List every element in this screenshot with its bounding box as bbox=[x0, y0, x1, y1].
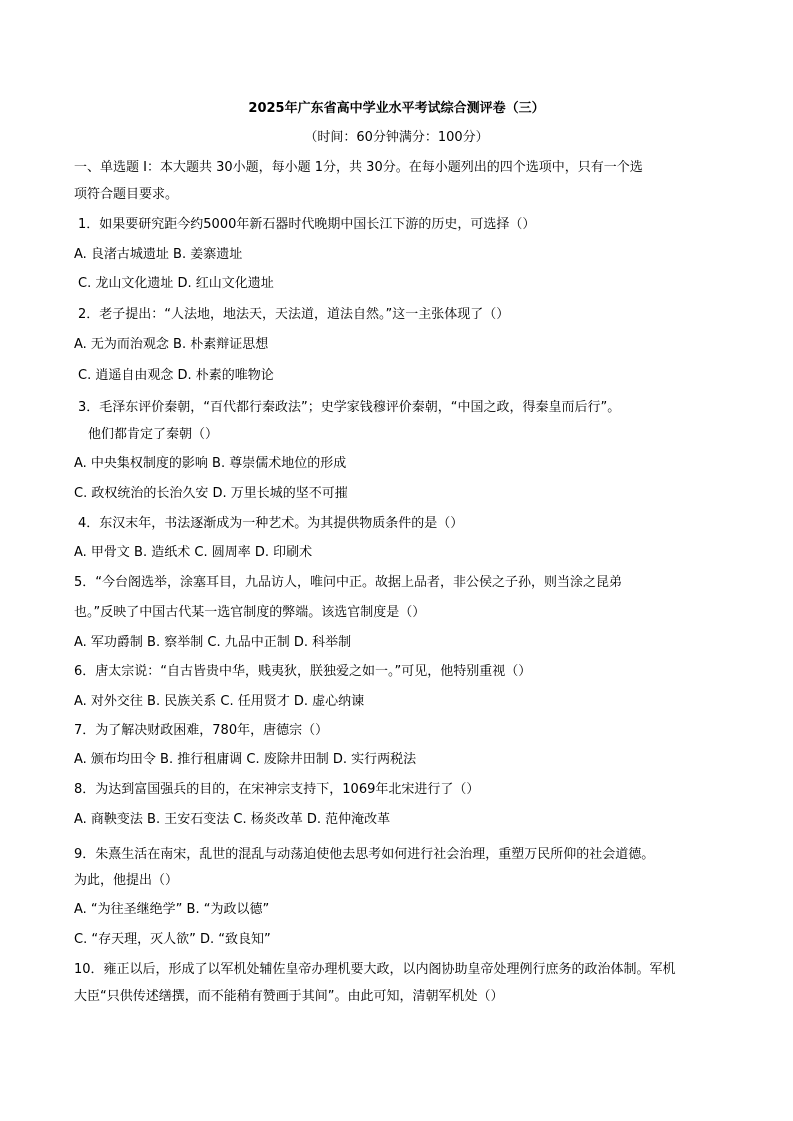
question-5-stem-line-2: 也。”反映了中国古代某一选官制度的弊端。该选官制度是（） bbox=[74, 605, 426, 620]
question-8-options-line-1: A. 商鞅变法 B. 王安石变法 C. 杨炎改革 D. 范仲淹改革 bbox=[74, 812, 391, 827]
question-4-options-line-1: A. 甲骨文 B. 造纸术 C. 圆周率 D. 印刷术 bbox=[74, 545, 313, 560]
question-3-stem-line-2: 他们都肯定了秦朝（） bbox=[88, 427, 219, 442]
question-3-stem-line-1: 3．毛泽东评价秦朝，“百代都行秦政法”；史学家钱穆评价秦朝，“中国之政，得秦皇而后行”。 bbox=[78, 400, 621, 415]
question-7-stem-line-1: 7．为了解决财政困难，780年，唐德宗（） bbox=[74, 723, 329, 738]
question-1-stem-line-1: 1．如果要研究距今约5000年新石器时代晚期中国长江下游的历史，可选择（） bbox=[78, 217, 536, 232]
question-5-options-line-1: A. 军功爵制 B. 察举制 C. 九品中正制 D. 科举制 bbox=[74, 635, 352, 650]
page-subtitle: （时间：60分钟满分：100分） bbox=[304, 130, 489, 145]
question-9-stem-line-2: 为此，他提出（） bbox=[74, 873, 179, 888]
question-2-stem-line-1: 2．老子提出：“人法地，地法天，天法道，道法自然。”这一主张体现了（） bbox=[78, 307, 510, 322]
question-10-stem-line-2: 大臣“只供传述缮撰，而不能稍有赞画于其间”。由此可知，清朝军机处（） bbox=[74, 989, 504, 1004]
question-6-stem-line-1: 6．唐太宗说：“自古皆贵中华，贱夷狄，朕独爱之如一。”可见，他特别重视（） bbox=[74, 664, 532, 679]
question-3-options-line-2: C. 政权统治的长治久安 D. 万里长城的坚不可摧 bbox=[74, 486, 348, 501]
question-1-options-line-2: C. 龙山文化遗址 D. 红山文化遗址 bbox=[78, 276, 274, 291]
page-title: 2025年广东省高中学业水平考试综合测评卷（三） bbox=[248, 101, 545, 116]
question-6-options-line-1: A. 对外交往 B. 民族关系 C. 任用贤才 D. 虚心纳谏 bbox=[74, 694, 365, 709]
question-3-options-line-1: A. 中央集权制度的影响 B. 尊崇儒术地位的形成 bbox=[74, 456, 347, 471]
section-instruction-line-2: 项符合题目要求。 bbox=[74, 187, 179, 202]
question-7-options-line-1: A. 颁布均田令 B. 推行租庸调 C. 废除井田制 D. 实行两税法 bbox=[74, 752, 417, 767]
question-5-stem-line-1: 5．“今台阁选举，涂塞耳目，九品访人，唯问中正。故据上品者，非公侯之子孙，则当涂之昆弟 bbox=[74, 575, 623, 590]
question-4-stem-line-1: 4．东汉末年，书法逐渐成为一种艺术。为其提供物质条件的是（） bbox=[78, 516, 464, 531]
question-2-options-line-2: C. 逍遥自由观念 D. 朴素的唯物论 bbox=[78, 368, 274, 383]
section-instruction-line-1: 一、单选题 I：本大题共 30小题，每小题 1分，共 30分。在每小题列出的四个选项中，只有一个选 bbox=[74, 160, 643, 175]
question-9-options-line-1: A. “为往圣继绝学” B. “为政以德” bbox=[74, 902, 270, 917]
question-10-stem-line-1: 10．雍正以后，形成了以军机处辅佐皇帝办理机要大政，以内阁协助皇帝处理例行庶务的政治体制。军机 bbox=[74, 962, 676, 977]
question-8-stem-line-1: 8．为达到富国强兵的目的，在宋神宗支持下，1069年北宋进行了（） bbox=[74, 782, 480, 797]
question-2-options-line-1: A. 无为而治观念 B. 朴素辩证思想 bbox=[74, 337, 269, 352]
question-9-options-line-2: C. “存天理，灭人欲” D. “致良知” bbox=[74, 932, 271, 947]
question-1-options-line-1: A. 良渚古城遗址 B. 姜寨遗址 bbox=[74, 247, 243, 262]
question-9-stem-line-1: 9．朱熹生活在南宋，乱世的混乱与动荡迫使他去思考如何进行社会治理，重塑万民所仰的社会道德。 bbox=[74, 847, 655, 862]
